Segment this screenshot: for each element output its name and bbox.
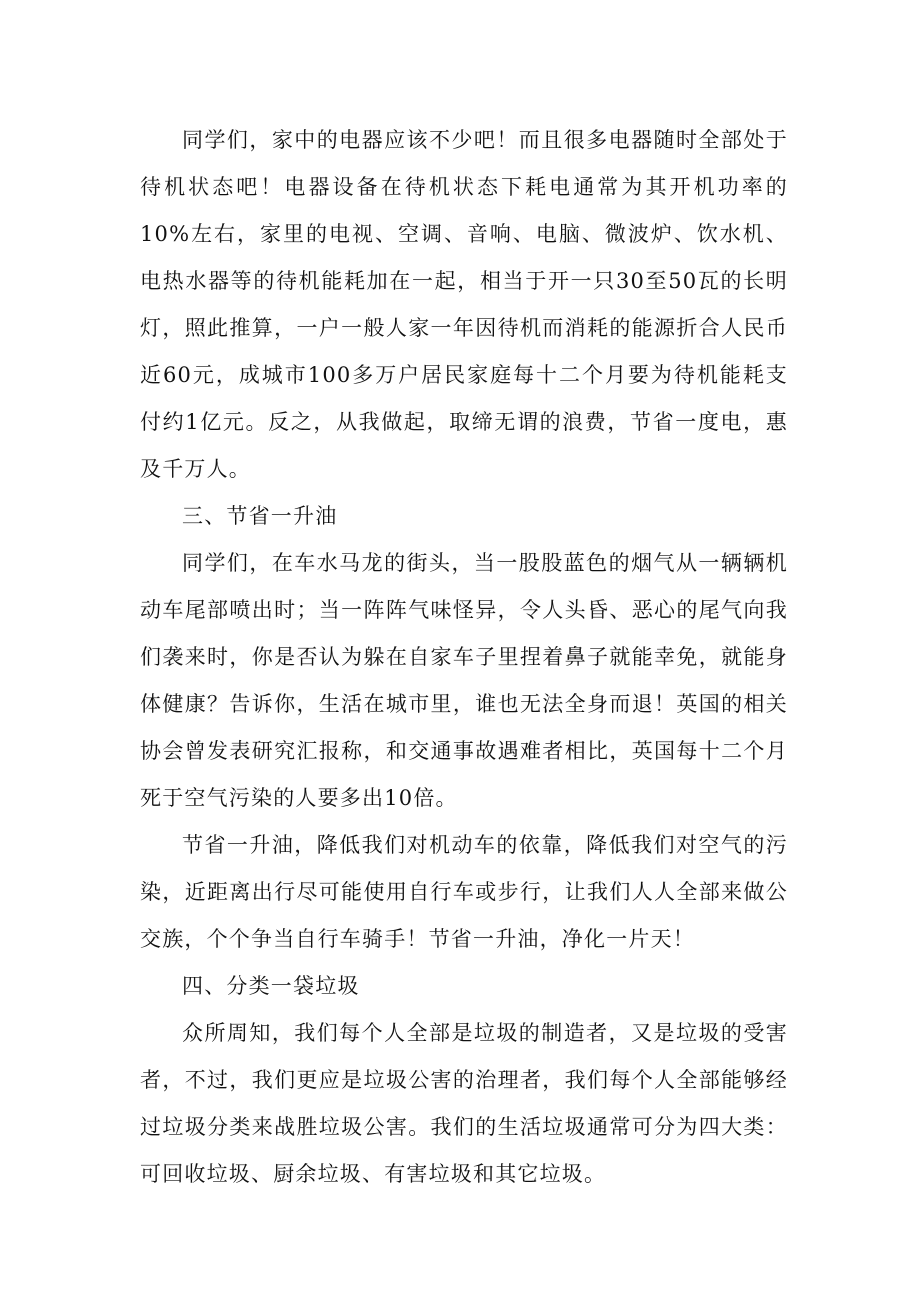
section-heading-sort-garbage: 四、分类一袋垃圾 — [182, 974, 360, 998]
document-body — [140, 117, 788, 1198]
section-heading-save-oil: 三、节省一升油 — [182, 504, 338, 528]
paragraph-save-oil-call: 节省一升油，降低我们对机动车的依靠，降低我们对空气的污染，近距离出行尽可能使用自行车或步行，让我们人人全部来做公交族，个个争当自行车骑手！节省一升油，净化一片天！ — [140, 833, 788, 951]
paragraph-garbage-sorting: 众所周知，我们每个人全部是垃圾的制造者，又是垃圾的受害者，不过，我们更应是垃圾公害的治理者，我们每个人全部能够经过垃圾分类来战胜垃圾公害。我们的生活垃圾通常可分为四大类：可回收垃圾、厨余垃圾、有害垃圾和其它垃圾。 — [140, 1021, 788, 1186]
paragraph-standby-power: 同学们，家中的电器应该不少吧！而且很多电器随时全部处于待机状态吧！电器设备在待机状态下耗电通常为其开机功率的10%左右，家里的电视、空调、音响、电脑、微波炉、饮水机、电热水器等的待机能耗加在一起，相当于开一只30至50瓦的长明灯，照此推算，一户一般人家一年因待机而消耗的能源折合人民币近60元，成城市100多万户居民家庭每十二个月要为待机能耗支付约1亿元。反之，从我做起，取缔无谓的浪费，节省一度电，惠及千万人。 — [140, 128, 788, 481]
paragraph-exhaust-pollution: 同学们，在车水马龙的街头，当一股股蓝色的烟气从一辆辆机动车尾部喷出时；当一阵阵气味怪异，令人头昏、恶心的尾气向我们袭来时，你是否认为躲在自家车子里捏着鼻子就能幸免，就能身体健康？告诉你，生活在城市里，谁也无法全身而退！英国的相关协会曾发表研究汇报称，和交通事故遇难者相比，英国每十二个月死于空气污染的人要多出10倍。 — [140, 551, 788, 810]
